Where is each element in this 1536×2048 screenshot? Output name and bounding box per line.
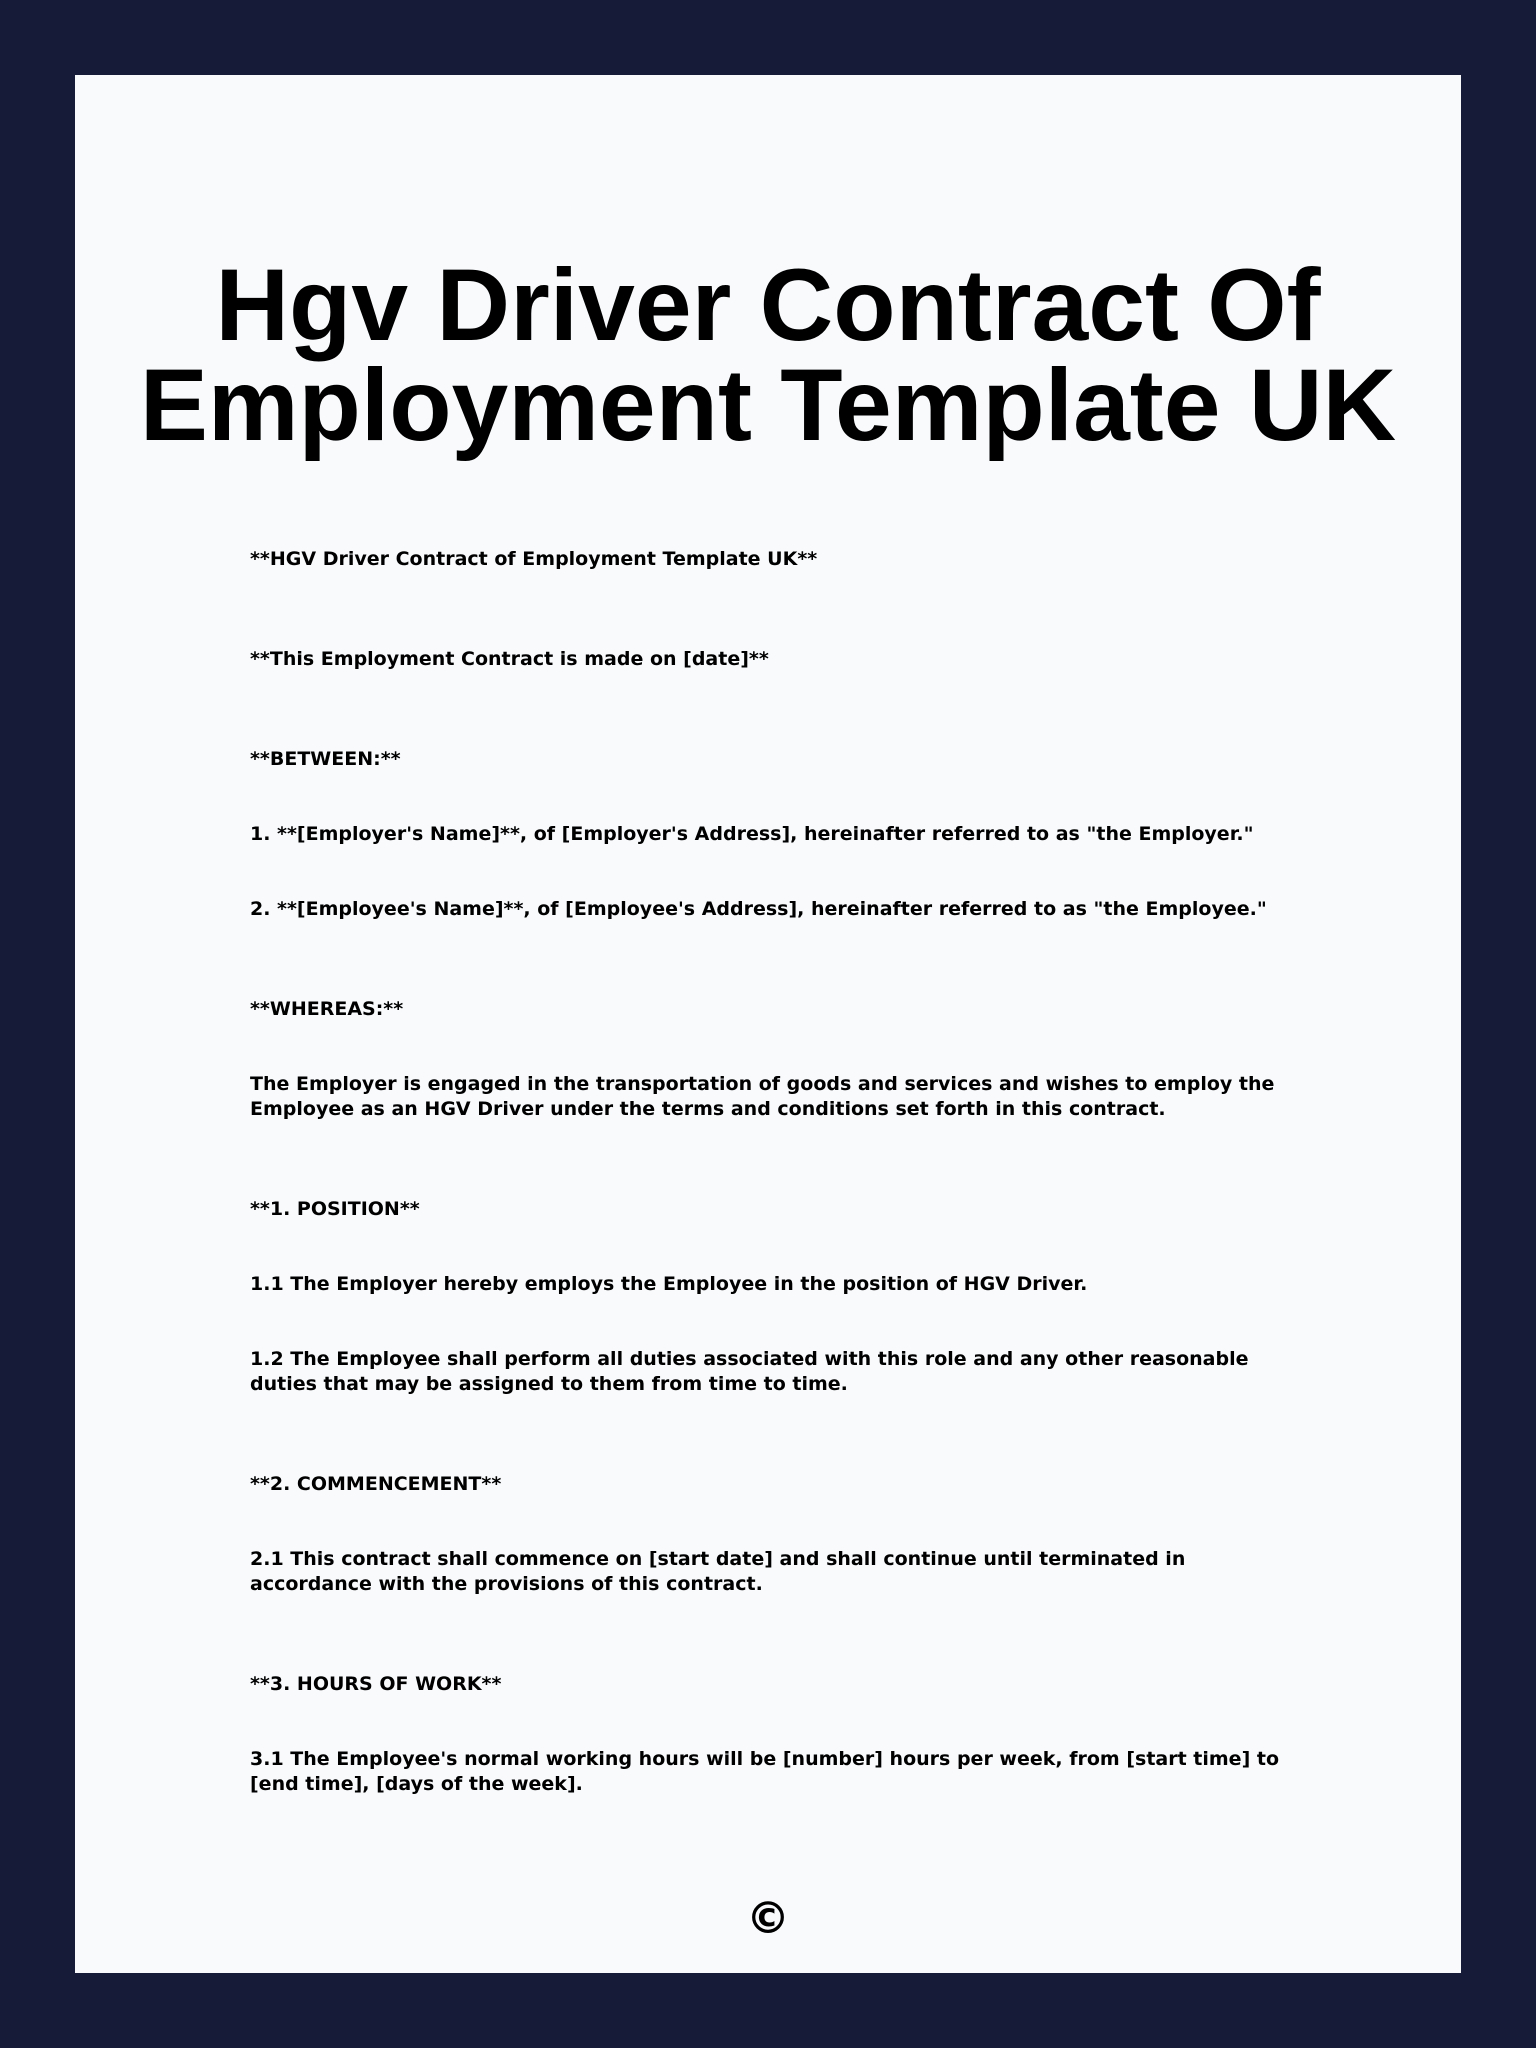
copyright-icon: ©	[746, 1893, 790, 1944]
title-line-1: Hgv Driver Contract Of	[215, 248, 1321, 362]
clause-3-1: 3.1 The Employee's normal working hours will be [number] hours per week, from [start time] to [end time], [days of the week].	[250, 1748, 1280, 1795]
heading-contract-title: **HGV Driver Contract of Employment Template UK**	[250, 548, 818, 570]
title-line-2: Employment Template UK	[139, 348, 1397, 462]
heading-commencement: **2. COMMENCEMENT**	[250, 1473, 502, 1495]
party-employer: 1. **[Employer's Name]**, of [Employer's Address], hereinafter referred to as "the Employer."	[250, 823, 1254, 845]
heading-contract-date: **This Employment Contract is made on [date]**	[250, 648, 769, 670]
heading-hours-of-work: **3. HOURS OF WORK**	[250, 1673, 502, 1695]
party-employee: 2. **[Employee's Name]**, of [Employee's Address], hereinafter referred to as "the Employee."	[250, 898, 1267, 920]
heading-position: **1. POSITION**	[250, 1198, 420, 1220]
whereas-text: The Employer is engaged in the transportation of goods and services and wishes to employ the Employee as an HGV Driver under the terms and conditions set forth in this contract.	[250, 1073, 1275, 1120]
document-page	[75, 75, 1461, 1973]
clause-1-1: 1.1 The Employer hereby employs the Employee in the position of HGV Driver.	[250, 1273, 1088, 1295]
heading-whereas: **WHEREAS:**	[250, 998, 404, 1020]
clause-1-2: 1.2 The Employee shall perform all duties associated with this role and any other reasonable duties that may be assigned to them from time to time.	[250, 1348, 1249, 1395]
clause-2-1: 2.1 This contract shall commence on [start date] and shall continue until terminated in accordance with the provisions of this contract.	[250, 1548, 1186, 1595]
document-title	[75, 248, 1461, 462]
heading-between: **BETWEEN:**	[250, 748, 401, 770]
